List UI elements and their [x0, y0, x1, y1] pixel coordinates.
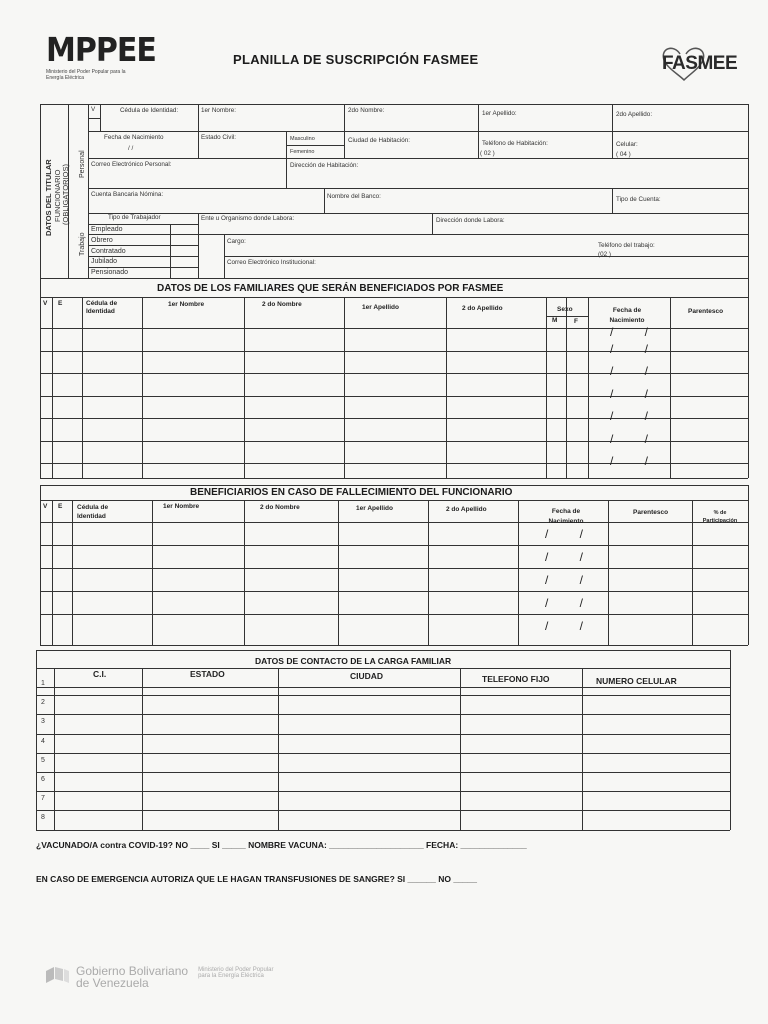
transfusion-si-input[interactable]	[466, 872, 502, 884]
contacto-data-row[interactable]	[56, 677, 728, 694]
page-title: PLANILLA DE SUSCRIPCIÓN FASMEE	[233, 52, 479, 67]
titular-bottom-border	[40, 278, 748, 279]
rule-line	[40, 485, 41, 645]
mppee-logo: MPPEE Ministerio del Poder Popular para la Energía Eléctrica	[46, 31, 156, 81]
contacto-data-row[interactable]	[56, 792, 728, 809]
fall-fecha-slashes: / /	[545, 573, 598, 587]
fam-primer-apellido-header: 1er Apellido	[362, 304, 399, 311]
fall-data-row[interactable]	[42, 523, 746, 544]
rule-line	[612, 104, 613, 158]
covid-vaccine-question: ¿VACUNADO/A contra COVID-19? NO ____ SI _____ NOMBRE VACUNA: ____________________ FECHA: ______________	[36, 840, 527, 850]
telefono-trabajo-code: (02 )	[598, 251, 611, 258]
telefono-habitacion-code: ( 02 )	[480, 150, 495, 157]
fam-fecha-slashes: / /	[610, 432, 663, 446]
covid-si-input[interactable]	[256, 838, 286, 850]
celular-code: ( 04 )	[616, 151, 631, 158]
contacto-data-row[interactable]	[56, 754, 728, 771]
rule-line	[88, 188, 748, 189]
fam-m-header: M	[552, 317, 558, 324]
familiares-top-border	[40, 297, 748, 298]
cedula-label: Cédula de Identidad:	[120, 107, 179, 114]
tipo-pensionado-label: Pensionado	[91, 269, 128, 277]
rule-line	[224, 256, 748, 257]
rule-line	[170, 224, 171, 278]
contacto-top-border	[36, 650, 730, 651]
obligatorios-side-label: (OBLIGATORIOS)	[61, 164, 70, 225]
titular-side-label: DATOS DEL TITULAR	[44, 159, 53, 236]
fam-fecha-header: Fecha de Nacimiento	[609, 307, 645, 324]
contacto-row-number: 7	[41, 795, 45, 803]
contacto-data-row[interactable]	[56, 735, 728, 752]
primer-apellido-label: 1er Apellido:	[482, 110, 517, 117]
fecha-nacimiento-slashes: / /	[128, 145, 134, 152]
fall-fecha-header: Fecha de Nacimiento	[548, 508, 584, 525]
rule-line	[40, 500, 748, 501]
fall-data-row[interactable]	[42, 569, 746, 590]
tipo-jubilado-label: Jubilado	[91, 258, 118, 266]
femenino-label: Femenino	[290, 149, 315, 155]
fam-fecha-slashes: / /	[610, 454, 663, 468]
cuenta-nomina-label: Cuenta Bancaria Nómina:	[91, 191, 164, 198]
rule-line	[324, 188, 325, 213]
contacto-row-number: 3	[41, 718, 45, 726]
rule-line	[100, 104, 101, 131]
fall-segundo-nombre-header: 2 do Nombre	[260, 504, 300, 511]
fall-participacion-header: % de Participación	[702, 510, 738, 524]
rule-line	[54, 668, 55, 830]
cargo-label: Cargo:	[227, 238, 246, 245]
celular-label: Celular:	[616, 141, 638, 148]
estado-civil-label: Estado Civil:	[201, 134, 236, 141]
rule-line	[730, 650, 731, 830]
direccion-habitacion-label: Dirección de Habitación:	[290, 162, 359, 169]
masculino-label: Masculino	[290, 136, 315, 142]
fam-segundo-apellido-header: 2 do Apellido	[462, 305, 503, 312]
fam-cedula-header: Cédula de Identidad	[86, 300, 118, 315]
titular-right-border	[748, 104, 749, 278]
primer-nombre-label: 1er Nombre:	[201, 107, 236, 114]
rule-line	[198, 104, 199, 158]
fam-f-header: F	[574, 318, 578, 325]
familiares-section-title: DATOS DE LOS FAMILIARES QUE SERÁN BENEFICIADOS POR FASMEE	[157, 283, 504, 294]
fall-cedula-header: Cédula de Identidad	[77, 504, 109, 520]
rule-line	[88, 213, 748, 214]
segundo-apellido-label: 2do Apellido:	[616, 111, 653, 118]
rule-line	[612, 188, 613, 213]
trabajo-side-label: Trabajo	[79, 232, 86, 256]
fam-fecha-slashes: / /	[610, 325, 663, 339]
fall-v-header: V	[43, 503, 48, 510]
contacto-ci-header: C.I.	[93, 669, 107, 679]
titular-top-border	[40, 104, 748, 105]
fam-data-row[interactable]	[42, 464, 746, 477]
fecha-nacimiento-label: Fecha de Nacimiento	[104, 134, 164, 141]
contacto-row-number: 2	[41, 699, 45, 707]
segundo-apellido-input[interactable]	[614, 120, 746, 130]
direccion-habitacion-input[interactable]	[288, 168, 746, 186]
tipo-jubilado-checkbox[interactable]	[172, 257, 196, 266]
tipo-obrero-label: Obrero	[91, 236, 113, 244]
contacto-row-number: 1	[41, 680, 45, 687]
contacto-bottom-border	[36, 830, 730, 831]
fam-fecha-slashes: / /	[610, 342, 663, 356]
direccion-labora-label: Dirección donde Labora:	[436, 217, 505, 224]
tipo-empleado-checkbox[interactable]	[172, 225, 196, 234]
tipo-trabajador-label: Tipo de Trabajador	[108, 214, 161, 221]
rule-line	[478, 104, 479, 158]
transfusion-no-input[interactable]	[528, 872, 558, 884]
rule-line	[344, 104, 345, 131]
cuenta-nomina-input[interactable]	[90, 199, 322, 211]
primer-apellido-input[interactable]	[480, 118, 610, 130]
correo-personal-label: Correo Electrónico Personal:	[91, 161, 172, 168]
contacto-row-number: 4	[41, 737, 45, 745]
telefono-habitacion-label: Teléfono de Habitación:	[482, 140, 548, 147]
fam-segundo-nombre-header: 2 do Nombre	[262, 301, 302, 308]
personal-side-label: Personal	[79, 150, 86, 178]
fall-data-row[interactable]	[42, 592, 746, 613]
ministerio-label-1: Ministerio del Poder Popular	[198, 967, 274, 973]
contacto-celular-header: NUMERO CELULAR	[596, 676, 677, 686]
rule-line	[36, 650, 37, 830]
fallecimiento-bottom-border	[40, 645, 748, 646]
funcionario-side-label: FUNCIONARIO	[53, 169, 62, 222]
contacto-section-title: DATOS DE CONTACTO DE LA CARGA FAMILIAR	[255, 656, 452, 666]
rule-line	[286, 145, 344, 146]
contacto-data-row[interactable]	[56, 811, 728, 828]
fam-fecha-slashes: / /	[610, 409, 663, 423]
tipo-contratado-label: Contratado	[91, 247, 126, 255]
fall-primer-apellido-header: 1er Apellido	[356, 505, 393, 512]
fall-primer-nombre-header: 1er Nombre	[163, 503, 200, 510]
nombre-vacuna-input[interactable]	[386, 838, 506, 850]
rule-line	[748, 278, 749, 478]
fam-parentesco-header: Parentesco	[688, 308, 724, 315]
rule-line	[286, 131, 287, 188]
contacto-telefono-fijo-header: TELEFONO FIJO	[482, 674, 550, 684]
ciudad-habitacion-label: Ciudad de Habitación:	[348, 137, 410, 144]
fam-e-header: E	[58, 300, 63, 307]
rule-line	[88, 131, 748, 132]
fam-fecha-slashes: / /	[610, 364, 663, 378]
cedula-input[interactable]	[120, 116, 196, 130]
segundo-nombre-input[interactable]	[346, 116, 476, 130]
correo-institucional-input[interactable]	[226, 266, 746, 277]
rule-line	[432, 213, 433, 234]
fam-sexo-header: Sexo	[557, 306, 573, 313]
fall-fecha-slashes: / /	[545, 550, 598, 564]
segundo-nombre-label: 2do Nombre:	[348, 107, 385, 114]
direccion-labora-input[interactable]	[434, 225, 746, 233]
contacto-data-row[interactable]	[56, 715, 728, 732]
rule-line	[748, 485, 749, 645]
rule-line	[88, 118, 100, 119]
contacto-row-number: 8	[41, 814, 45, 822]
gobierno-label-1: Gobierno Bolivariano	[76, 964, 189, 978]
fall-data-row[interactable]	[42, 546, 746, 567]
fall-parentesco-header: Parentesco	[633, 509, 669, 516]
rule-line	[344, 131, 345, 158]
contacto-data-row[interactable]	[56, 773, 728, 790]
telefono-trabajo-label: Teléfono del trabajo:	[598, 242, 655, 249]
fall-data-row[interactable]	[42, 615, 746, 644]
tipo-contratado-checkbox[interactable]	[172, 247, 196, 256]
fam-primer-nombre-header: 1er Nombre	[168, 301, 205, 308]
ministerio-label-2: para la Energía Eléctrica	[198, 973, 264, 979]
transfusion-question: EN CASO DE EMERGENCIA AUTORIZA QUE LE HAGAN TRANSFUSIONES DE SANGRE? SI ______ NO _____	[36, 874, 477, 884]
nombre-banco-label: Nombre del Banco:	[327, 193, 381, 200]
fam-fecha-slashes: / /	[610, 387, 663, 401]
ente-organismo-input[interactable]	[226, 223, 430, 233]
rule-line	[224, 234, 225, 278]
rule-line	[198, 213, 199, 278]
fall-segundo-apellido-header: 2 do Apellido	[446, 506, 487, 513]
gobierno-label-2: de Venezuela	[76, 976, 149, 990]
contacto-estado-header: ESTADO	[190, 669, 225, 679]
rule-line	[40, 278, 41, 478]
rule-line	[88, 158, 748, 159]
tipo-obrero-checkbox[interactable]	[172, 236, 196, 245]
fam-v-header: V	[43, 300, 48, 307]
footer-government-logo	[44, 965, 273, 989]
nombre-banco-input[interactable]	[326, 201, 610, 211]
mppee-logo-subtitle: Ministerio del Poder Popular para la Energía Eléctrica	[46, 69, 126, 81]
flag-icon	[44, 965, 70, 985]
familiares-bottom-border	[40, 478, 748, 479]
contacto-ciudad-header: CIUDAD	[350, 671, 384, 681]
fallecimiento-top-border	[40, 485, 748, 486]
titular-left-border	[40, 104, 41, 278]
ente-organismo-label: Ente u Organismo donde Labora:	[201, 215, 295, 222]
fall-fecha-slashes: / /	[545, 619, 598, 633]
fall-fecha-slashes: / /	[545, 596, 598, 610]
rule-line	[36, 668, 730, 669]
contacto-data-row[interactable]	[56, 696, 728, 713]
primer-nombre-input[interactable]	[200, 116, 342, 130]
cargo-input[interactable]	[226, 244, 596, 255]
fallecimiento-section-title: BENEFICIARIOS EN CASO DE FALLECIMIENTO DEL FUNCIONARIO	[190, 487, 513, 498]
tipo-empleado-label: Empleado	[91, 226, 123, 233]
correo-institucional-label: Correo Electrónico Institucional:	[227, 259, 316, 266]
fall-e-header: E	[58, 503, 63, 510]
fasmee-logo: FASMEE	[658, 40, 742, 84]
contacto-row-number: 6	[41, 776, 45, 783]
contacto-row-number: 5	[41, 756, 45, 764]
tipo-cuenta-label: Tipo de Cuenta:	[616, 196, 661, 203]
covid-fecha-input[interactable]	[552, 838, 632, 850]
correo-personal-input[interactable]	[90, 168, 284, 186]
v-label: V	[91, 106, 96, 113]
tipo-pensionado-checkbox[interactable]	[172, 268, 196, 277]
covid-no-input[interactable]	[214, 838, 244, 850]
fall-fecha-slashes: / /	[545, 527, 598, 541]
